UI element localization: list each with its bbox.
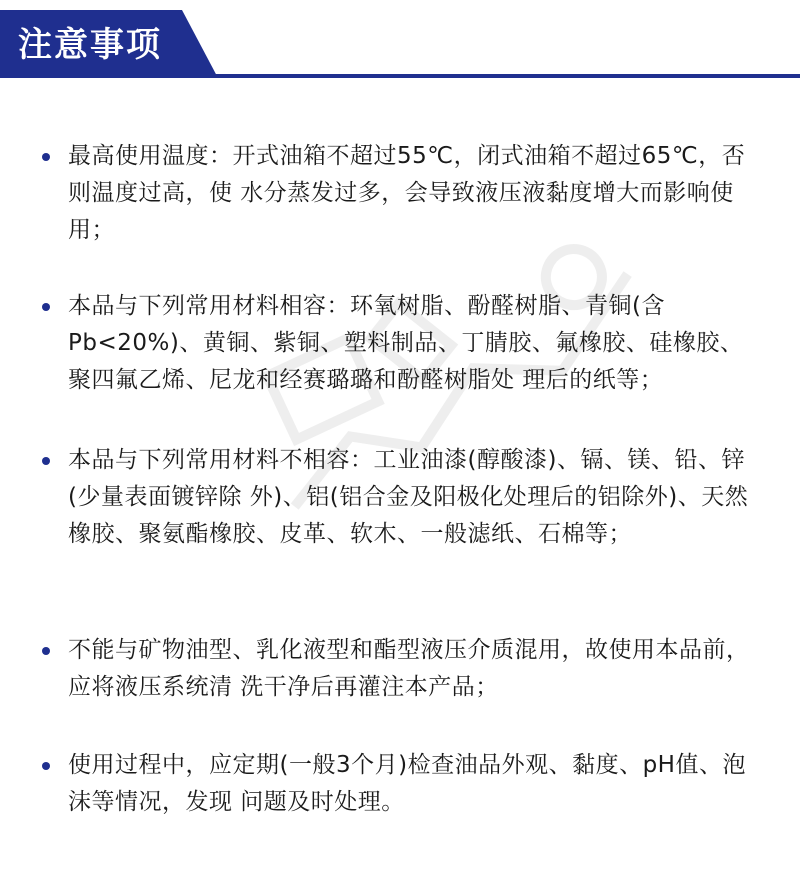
note-text: 本品与下列常用材料不相容：工业油漆(醇酸漆)、镉、镁、铅、锌(少量表面镀锌除 外)、铝(铝合金及阳极化处理后的铝除外)、天然橡胶、聚氨酯橡胶、皮革、软木、一般滤纸、石棉等； <box>68 447 749 547</box>
section-title: 注意事项 <box>18 25 162 65</box>
note-text: 使用过程中，应定期(一般3个月)检查油品外观、黏度、pH值、泡沫等情况，发现 问题及时处理。 <box>68 752 746 815</box>
bullet-dot-icon <box>42 647 50 655</box>
bullet-dot-icon <box>42 762 50 770</box>
note-text: 不能与矿物油型、乳化液型和酯型液压介质混用，故使用本品前，应将液压系统清 洗干净后再灌注本产品； <box>68 637 750 700</box>
header-underline <box>0 74 800 78</box>
note-text: 最高使用温度：开式油箱不超过55℃，闭式油箱不超过65℃，否则温度过高，使 水分蒸发过多，会导致液压液黏度增大而影响使用； <box>68 143 746 243</box>
section-header <box>0 0 800 80</box>
bullet-dot-icon <box>42 457 50 465</box>
bullet-dot-icon <box>42 303 50 311</box>
note-text: 本品与下列常用材料相容：环氧树脂、酚醛树脂、青铜(含Pb<20%)、黄铜、紫铜、塑料制品、丁腈胶、氟橡胶、硅橡胶、聚四氟乙烯、尼龙和经赛璐璐和酚醛树脂处 理后的纸等； <box>68 293 744 393</box>
bullet-dot-icon <box>42 153 50 161</box>
